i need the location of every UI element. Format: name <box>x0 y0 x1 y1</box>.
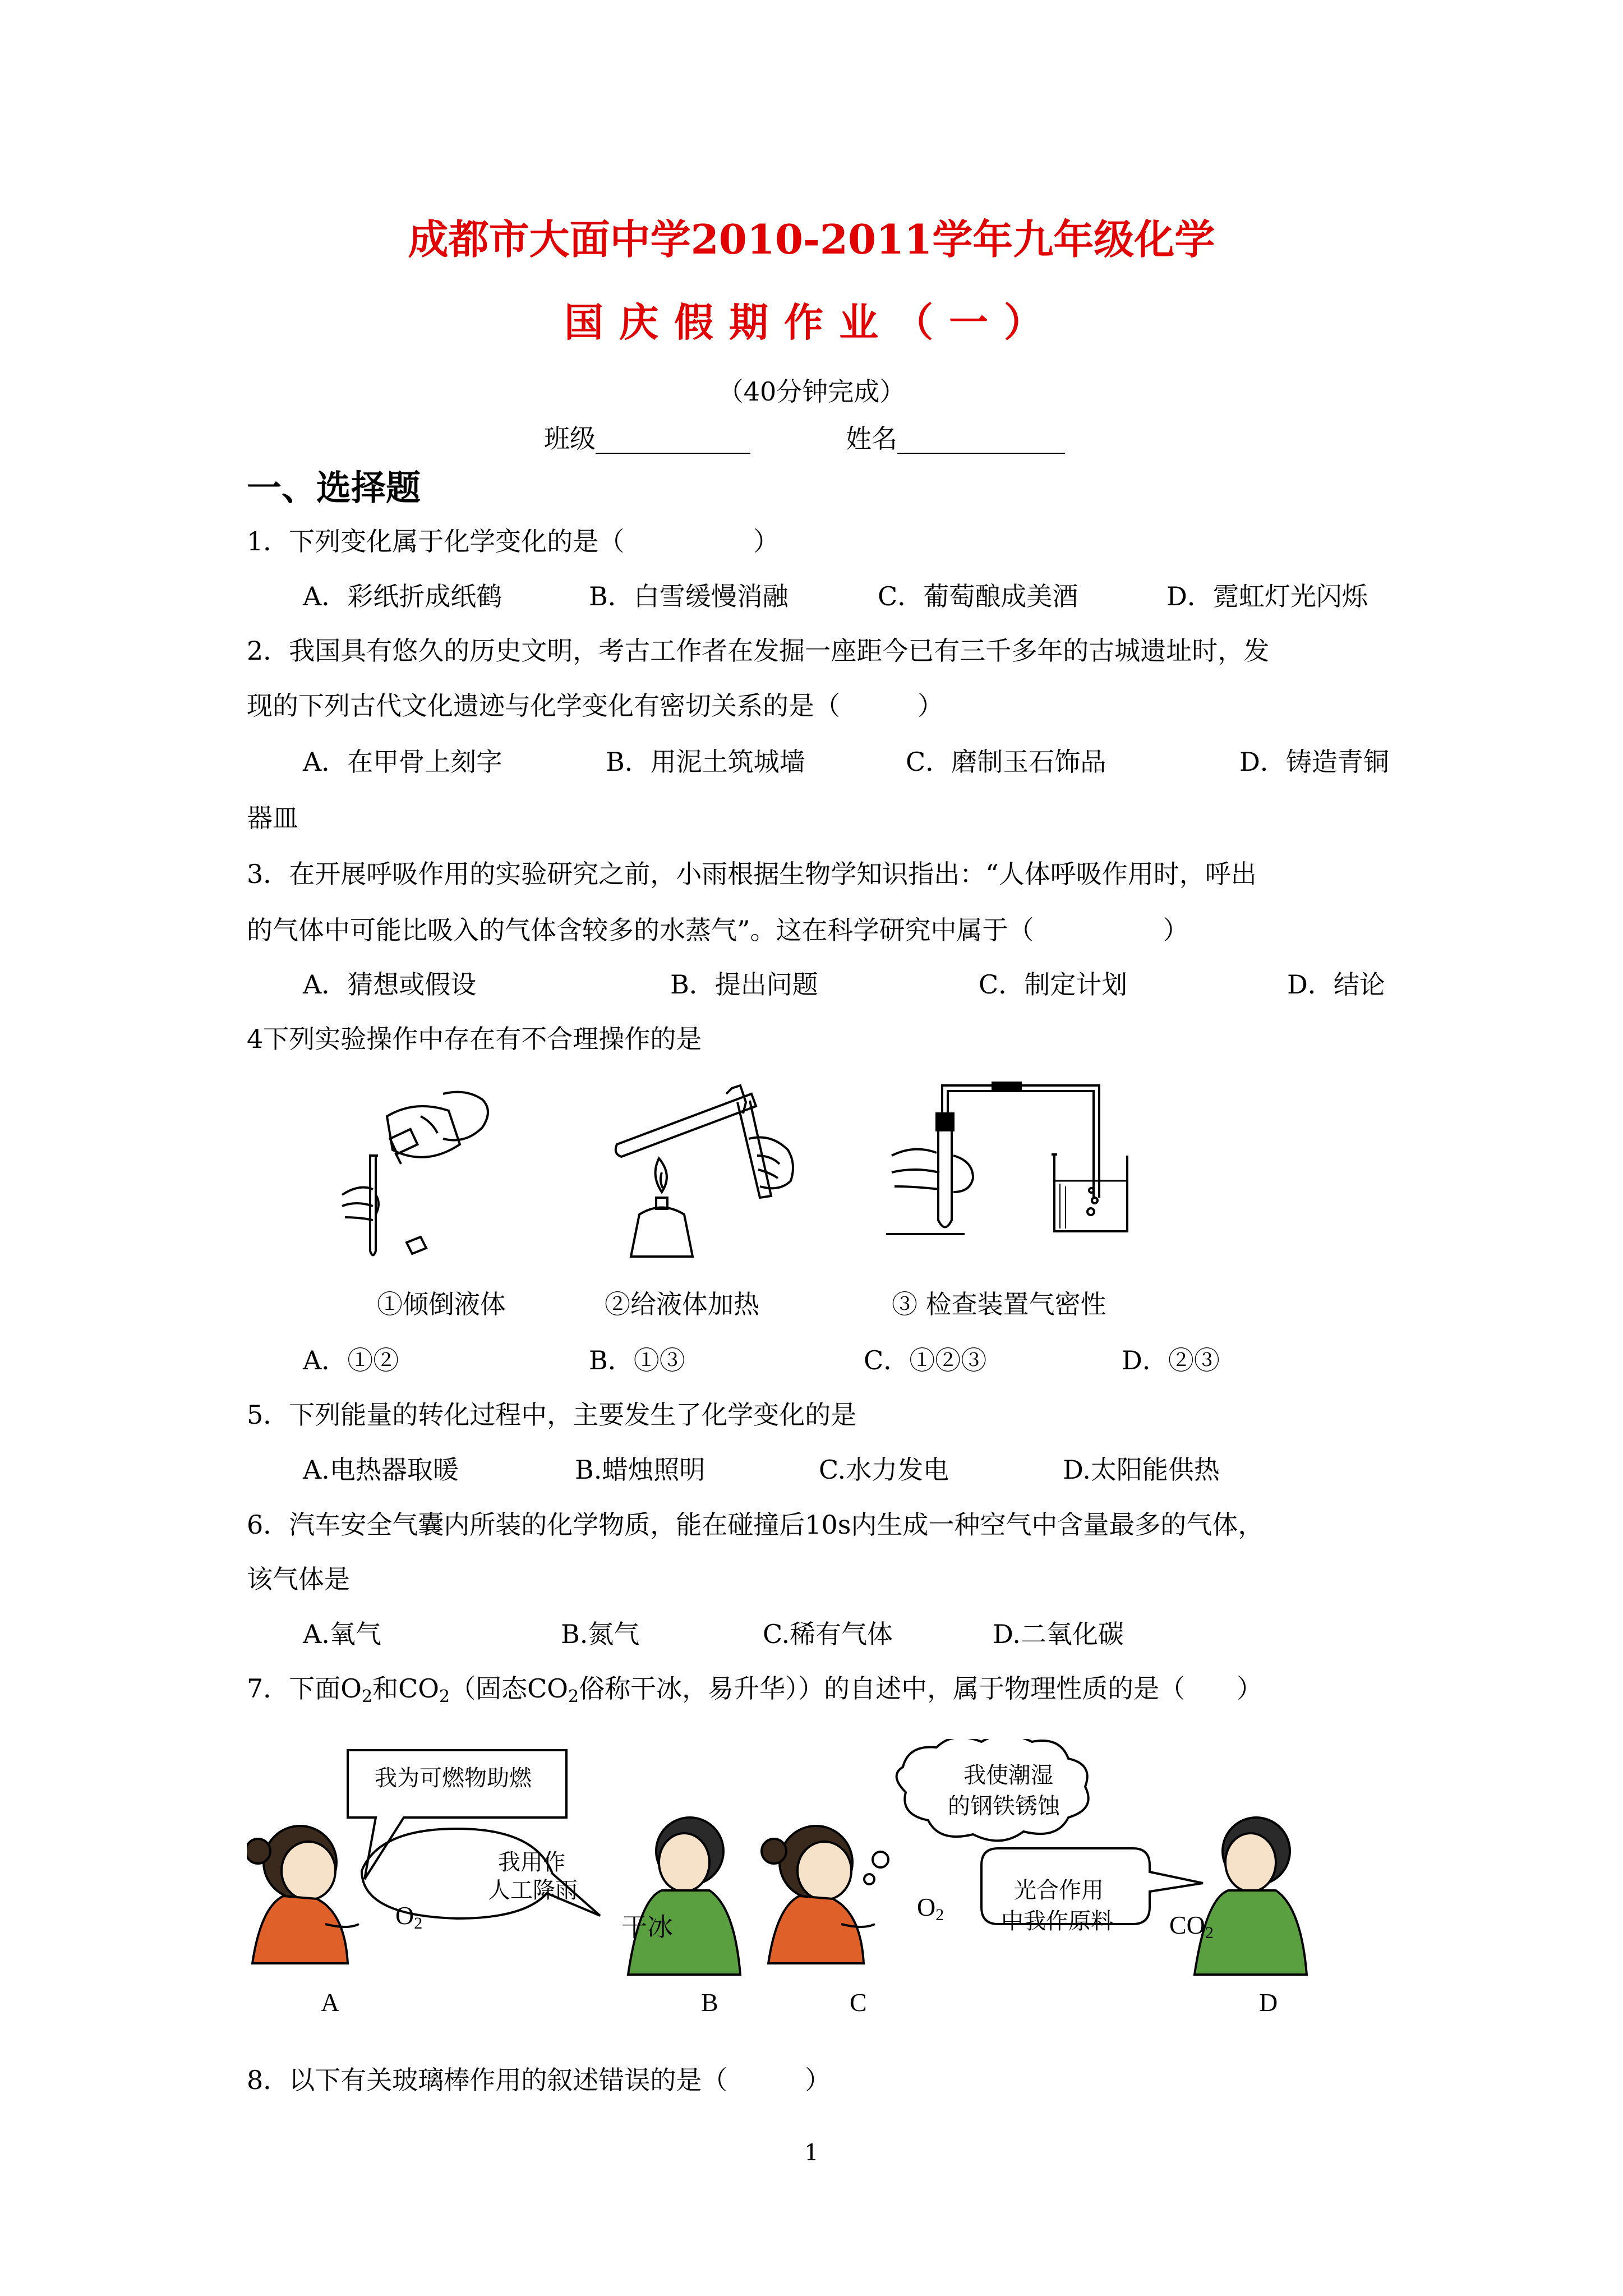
bubble-b-text-2: 人工降雨 <box>488 1878 578 1903</box>
q2-option-c: C．磨制玉石饰品 <box>906 747 1106 777</box>
q4-option-d: D．②③ <box>1122 1345 1220 1375</box>
q4-caption-2: ②给液体加热 <box>605 1289 759 1319</box>
q3-stem-2: 的气体中可能比吸入的气体含较多的水蒸气”。这在科学研究中属于（ ） <box>247 915 1189 945</box>
q2-option-d-cont: 器皿 <box>247 803 298 833</box>
title-line-2: 国庆假期作业（一） <box>564 299 1059 346</box>
bubble-d-text-2: 中我作原料 <box>1001 1908 1113 1934</box>
bubble-a-text: 我为可燃物助燃 <box>375 1765 532 1791</box>
time-note: （40分钟完成） <box>717 376 906 407</box>
q1-option-d: D．霓虹灯光闪烁 <box>1166 581 1368 611</box>
q6-option-d: D.二氧化碳 <box>993 1619 1124 1649</box>
q6-stem-1: 6．汽车安全气囊内所装的化学物质，能在碰撞后10s内生成一种空气中含量最多的气体， <box>247 1510 1264 1540</box>
o2-label-c: $O_2$ <box>917 1893 944 1924</box>
q7-label-b: B <box>701 1988 718 2017</box>
q1-option-b: B．白雪缓慢消融 <box>589 581 789 611</box>
q5-option-c: C.水力发电 <box>819 1455 949 1485</box>
bubble-c-text-1: 我使潮湿 <box>963 1763 1053 1788</box>
q4-stem: 4下列实验操作中存在有不合理操作的是 <box>247 1024 702 1054</box>
q8-stem: 8．以下有关玻璃棒作用的叙述错误的是（ ） <box>247 2065 831 2095</box>
q5-option-d: D.太阳能供热 <box>1063 1455 1220 1485</box>
heating-liquid-illustration <box>606 1077 808 1268</box>
q3-option-d: D．结论 <box>1287 969 1385 1000</box>
page-number: 1 <box>804 2140 819 2166</box>
q4-option-b: B．①③ <box>589 1345 685 1375</box>
dry-ice-label: 干冰 <box>621 1912 673 1942</box>
q6-stem-2: 该气体是 <box>247 1564 350 1594</box>
bubble-d-text-1: 光合作用 <box>1014 1878 1104 1903</box>
q4-option-a: A．①② <box>303 1345 399 1375</box>
q7-label-d: D <box>1259 1988 1278 2017</box>
q3-option-a: A．猜想或假设 <box>303 969 477 1000</box>
q3-stem-1: 3．在开展呼吸作用的实验研究之前，小雨根据生物学知识指出：“人体呼吸作用时，呼出 <box>247 859 1257 889</box>
bubble-b-text-1: 我用作 <box>498 1849 565 1875</box>
q4-caption-1: ①倾倒液体 <box>377 1289 506 1319</box>
q4-option-c: C．①②③ <box>864 1345 987 1375</box>
q4-caption-3: ③ 检查装置气密性 <box>892 1289 1106 1319</box>
co2-label-d: $CO_2$ <box>1169 1911 1214 1942</box>
q3-option-b: B．提出问题 <box>670 969 818 1000</box>
q6-option-c: C.稀有气体 <box>763 1619 893 1649</box>
bubble-c-text-2: 的钢铁锈蚀 <box>948 1793 1060 1819</box>
q6-option-a: A.氧气 <box>303 1619 381 1649</box>
q7-label-c: C <box>850 1988 867 2017</box>
q6-option-b: B.氮气 <box>561 1619 640 1649</box>
q2-stem-1: 2．我国具有悠久的历史文明，考古工作者在发掘一座距今已有三千多年的古城遗址时，发 <box>247 636 1270 666</box>
q3-option-c: C．制定计划 <box>979 969 1128 1000</box>
q1-option-a: A．彩纸折成纸鹤 <box>303 581 502 611</box>
q2-option-a: A．在甲骨上刻字 <box>303 747 502 777</box>
q1-stem: 1．下列变化属于化学变化的是（ ） <box>247 526 780 556</box>
o2-label-a: $O_2$ <box>395 1901 423 1932</box>
q7-stem: 7．下面$O_2$和$CO_2$（固态$CO_2$俗称干冰，易升华））的自述中，属于物理性质的是（ ） <box>247 1673 1263 1706</box>
q2-stem-2: 现的下列古代文化遗迹与化学变化有密切关系的是（ ） <box>247 691 943 721</box>
section-heading: 一、选择题 <box>247 467 421 508</box>
airtightness-check-illustration <box>886 1071 1138 1240</box>
q2-option-b: B．用泥土筑城墙 <box>606 747 805 777</box>
q5-option-b: B.蜡烛照明 <box>575 1455 706 1485</box>
q5-stem: 5．下列能量的转化过程中，主要发生了化学变化的是 <box>247 1400 857 1430</box>
q5-option-a: A.电热器取暖 <box>303 1455 459 1485</box>
title-line-1: 成都市大面中学2010-2011学年九年级化学 <box>408 215 1215 263</box>
class-field: 班级____________ <box>544 424 750 454</box>
name-field: 姓名_____________ <box>846 424 1065 454</box>
q1-option-c: C．葡萄酿成美酒 <box>878 581 1078 611</box>
q2-option-d: D．铸造青铜 <box>1239 747 1389 777</box>
pouring-liquid-illustration <box>331 1083 499 1268</box>
q7-label-a: A <box>321 1988 340 2017</box>
